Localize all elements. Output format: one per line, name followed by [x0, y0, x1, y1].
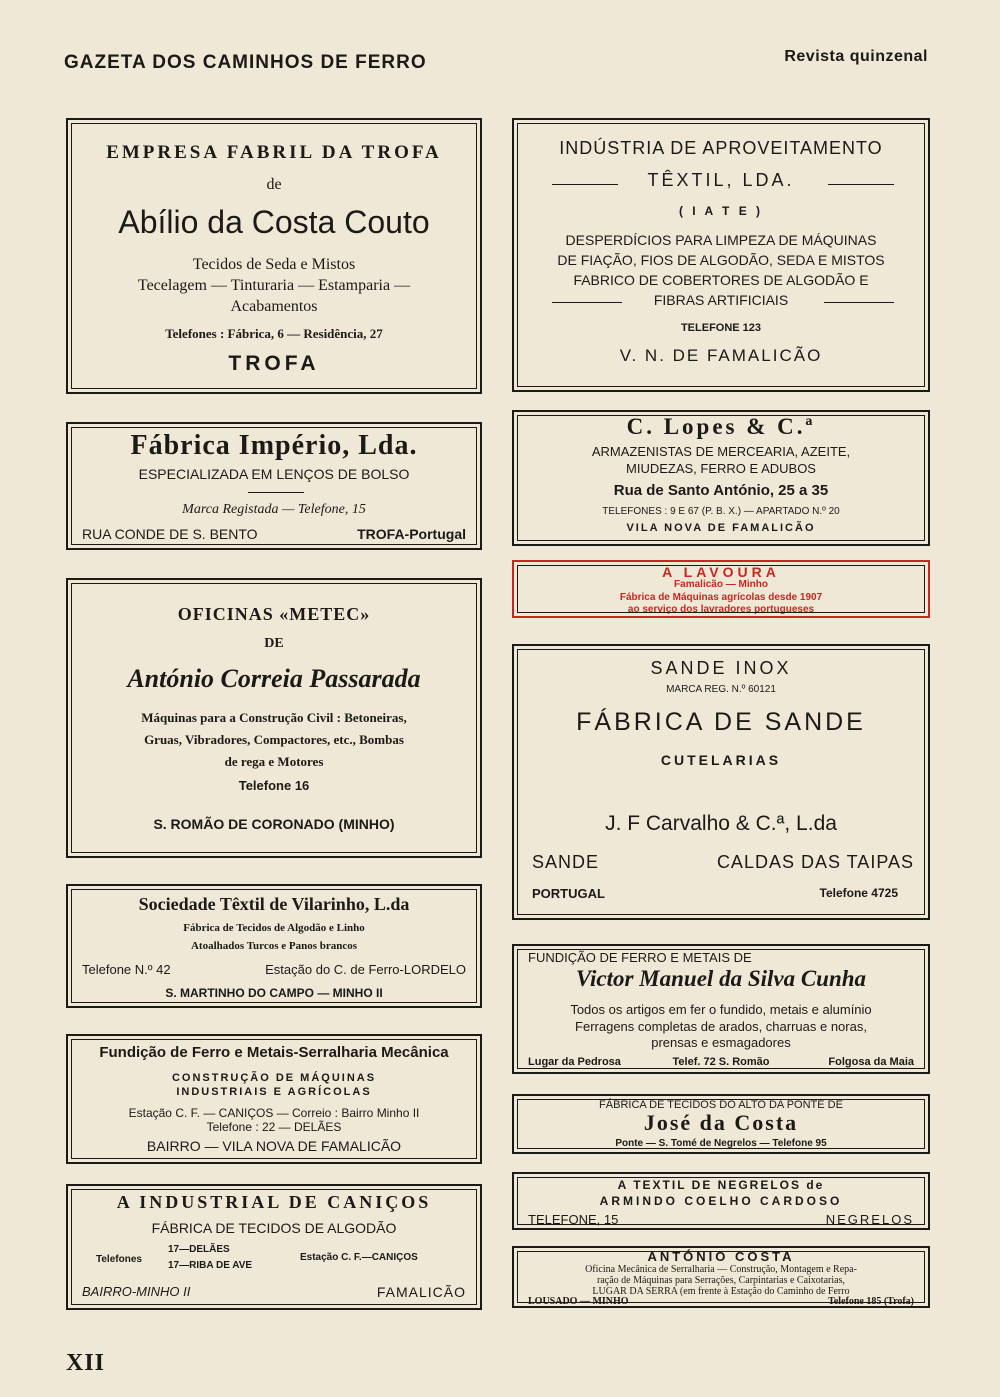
title: FUNDIÇÃO DE FERRO E METAIS DE — [528, 950, 752, 965]
locality: LOUSADO — MINHO — [528, 1296, 629, 1307]
phone-2: 17—RIBA DE AVE — [168, 1260, 253, 1271]
place: S. ROMÃO DE CORONADO (MINHO) — [153, 816, 395, 832]
services-line: Tecelagem — Tinturaria — Estamparia — — [137, 277, 411, 294]
products-line-1: Máquinas para a Construção Civil : Betoneiras, — [141, 710, 407, 725]
phones: TELEFONES : 9 E 67 (P. B. X.) — APARTADO N.º 20 — [602, 506, 840, 517]
company-name: OFICINAS «METEC» — [177, 604, 371, 624]
country: PORTUGAL — [532, 886, 605, 901]
company-name: Fábrica Império, Lda. — [130, 430, 418, 461]
journal-subtitle: Revista quinzenal — [784, 48, 928, 65]
ad-a-lavoura — [512, 560, 930, 618]
locality: BAIRRO-MINHO II — [82, 1284, 191, 1299]
page-number: XII — [66, 1350, 106, 1376]
activity-2: MIUDEZAS, FERRO E ADUBOS — [626, 461, 816, 476]
ad-c-lopes — [512, 410, 930, 546]
trademark: MARCA REG. N.º 60121 — [666, 684, 776, 695]
address: Rua de Santo António, 25 a 35 — [613, 482, 829, 499]
slogan-1: Fábrica de Máquinas agrícolas desde 1907 — [619, 592, 823, 603]
owner-name: José da Costa — [643, 1110, 799, 1135]
owner-name: Victor Manuel da Silva Cunha — [575, 966, 867, 991]
products-line-1: Fábrica de Tecidos de Algodão e Linho — [183, 922, 365, 934]
journal-title: GAZETA DOS CAMINHOS DE FERRO — [64, 52, 427, 73]
company-name: A TEXTIL DE NEGRELOS de — [617, 1178, 825, 1192]
owner-name: António Correia Passarada — [127, 664, 421, 693]
owner: ARMINDO COELHO CARDOSO — [599, 1194, 843, 1208]
place: V. N. DE FAMALICÃO — [619, 346, 823, 365]
company-name: A INDUSTRIAL DE CANIÇOS — [116, 1192, 432, 1212]
ad-fundicao-serralharia — [66, 1034, 482, 1164]
ad-antonio-costa — [512, 1246, 930, 1308]
phone: TELEFONE, 15 — [528, 1212, 619, 1227]
locality: SANDE — [532, 852, 600, 872]
company-line-2: TÊXTIL, LDA. — [647, 170, 795, 190]
address: RUA CONDE DE S. BENTO — [82, 526, 258, 542]
ad-textil-negrelos — [512, 1172, 930, 1230]
products-line-2: Gruas, Vibradores, Compactores, etc., Bombas — [144, 732, 404, 747]
place: VILA NOVA DE FAMALICÃO — [626, 522, 816, 534]
description-1: DESPERDÍCIOS PARA LIMPEZA DE MÁQUINAS — [565, 232, 877, 248]
divider-right — [828, 184, 894, 185]
place: TROFA-Portugal — [357, 526, 466, 542]
owner-name: Abílio da Costa Couto — [118, 204, 430, 240]
divider-right-2 — [824, 302, 894, 303]
town: Folgosa da Maia — [828, 1056, 914, 1068]
products-2: Ferragens completas de arados, charruas e noras, — [575, 1019, 867, 1034]
station: Estação C. F.—CANIÇOS — [300, 1252, 418, 1263]
ad-oficinas-metec — [66, 578, 482, 858]
phone: Telefone 16 — [238, 778, 310, 793]
station: Estação do C. de Ferro-LORDELO — [265, 962, 466, 977]
phone: Telef. 72 S. Romão — [672, 1056, 770, 1068]
products-3: prensas e esmagadores — [651, 1035, 791, 1050]
de-label: de — [266, 176, 282, 193]
brand: SANDE INOX — [650, 658, 792, 678]
description-1: Oficina Mecânica de Serralharia — Construção, Montagem e Repa- — [585, 1264, 857, 1275]
ad-victor-manuel-cunha — [512, 944, 930, 1074]
station: Estação C. F. — CANIÇOS — Correio : Bairro Minho II — [128, 1106, 420, 1120]
activity-1: ARMAZENISTAS DE MERCEARIA, AZEITE, — [591, 444, 851, 459]
description-3: FABRICO DE COBERTORES DE ALGODÃO E — [573, 272, 869, 288]
services-line-2: Acabamentos — [230, 298, 318, 315]
description-3: LUGAR DA SERRA (em frente à Estação do Caminho de Ferro — [592, 1286, 850, 1297]
phone: Telefone 185 (Trofa) — [828, 1296, 914, 1307]
place: S. MARTINHO DO CAMPO — MINHO II — [165, 986, 383, 1000]
description-2: ração de Máquinas para Serrações, Carpintarias e Caixotarias, — [597, 1275, 845, 1286]
town: CALDAS DAS TAIPAS — [716, 852, 914, 872]
company-name: Fundição de Ferro e Metais-Serralharia Mecânica — [99, 1044, 449, 1061]
subtitle: FÁBRICA DE TECIDOS DE ALGODÃO — [151, 1220, 397, 1236]
ad-jose-da-costa — [512, 1094, 930, 1154]
owner: J. F Carvalho & C.ª, L.da — [605, 812, 837, 835]
specialty: ESPECIALIZADA EM LENÇOS DE BOLSO — [138, 466, 410, 482]
description-2: DE FIAÇÃO, FIOS DE ALGODÃO, SEDA E MISTOS — [557, 252, 885, 268]
company-name: ANTÓNIO COSTA — [647, 1249, 795, 1264]
phones: Telefones : Fábrica, 6 — Residência, 27 — [165, 326, 383, 341]
phone: Telefone N.º 42 — [82, 962, 171, 977]
ad-empresa-fabril-trofa — [66, 118, 482, 394]
products-line-1: CONSTRUÇÃO DE MÁQUINAS — [171, 1072, 377, 1084]
de-label: DE — [264, 636, 284, 651]
company-line-1: INDÚSTRIA DE APROVEITAMENTO — [559, 138, 883, 158]
locality: Lugar da Pedrosa — [528, 1056, 621, 1068]
brand-phone: Marca Registada — Telefone, 15 — [182, 502, 366, 517]
ad-textil-vilarinho — [66, 884, 482, 1008]
abbreviation: ( I A T E ) — [678, 204, 764, 218]
ad-fabrica-imperio — [66, 422, 482, 550]
place: TROFA — [228, 352, 320, 375]
place: Famalicão — Minho — [674, 579, 768, 590]
company-name: A LAVOURA — [662, 564, 780, 580]
company-name: EMPRESA FABRIL DA TROFA — [106, 142, 442, 163]
phone: Telefone : 22 — DELÃES — [206, 1120, 342, 1134]
title: FÁBRICA DE TECIDOS DO ALTO DA PONTE DE — [599, 1099, 843, 1111]
products-line-2: INDUSTRIAIS E AGRÍCOLAS — [176, 1086, 372, 1098]
company-name: C. Lopes & C.ª — [626, 414, 816, 439]
products-line: Tecidos de Seda e Mistos — [192, 256, 356, 273]
address: Ponte — S. Tomé de Negrelos — Telefone 95 — [615, 1138, 827, 1149]
divider — [248, 492, 304, 493]
company-name: Sociedade Têxtil de Vilarinho, L.da — [138, 894, 410, 914]
description-4: FIBRAS ARTIFICIAIS — [653, 292, 789, 308]
subtitle: CUTELARIAS — [660, 752, 782, 768]
products-line-3: de rega e Motores — [224, 754, 324, 769]
place: BAIRRO — VILA NOVA DE FAMALICÃO — [146, 1138, 402, 1154]
phone: TELEFONE 123 — [680, 322, 762, 334]
ad-fabrica-sande — [512, 644, 930, 920]
products-1: Todos os artigos em fer o fundido, metais e alumínio — [570, 1002, 872, 1017]
ad-iate — [512, 118, 930, 392]
products-line-2: Atoalhados Turcos e Panos brancos — [190, 940, 358, 952]
place: FAMALICÃO — [376, 1284, 466, 1300]
company-name: FÁBRICA DE SANDE — [576, 708, 866, 736]
phone: Telefone 4725 — [819, 886, 898, 900]
ad-industrial-canicos — [66, 1184, 482, 1310]
place: NEGRELOS — [825, 1212, 914, 1227]
slogan-2: ao serviço dos lavradores portugueses — [627, 604, 815, 615]
phone-1: 17—DELÃES — [168, 1244, 230, 1255]
phones-label: Telefones — [96, 1254, 142, 1265]
